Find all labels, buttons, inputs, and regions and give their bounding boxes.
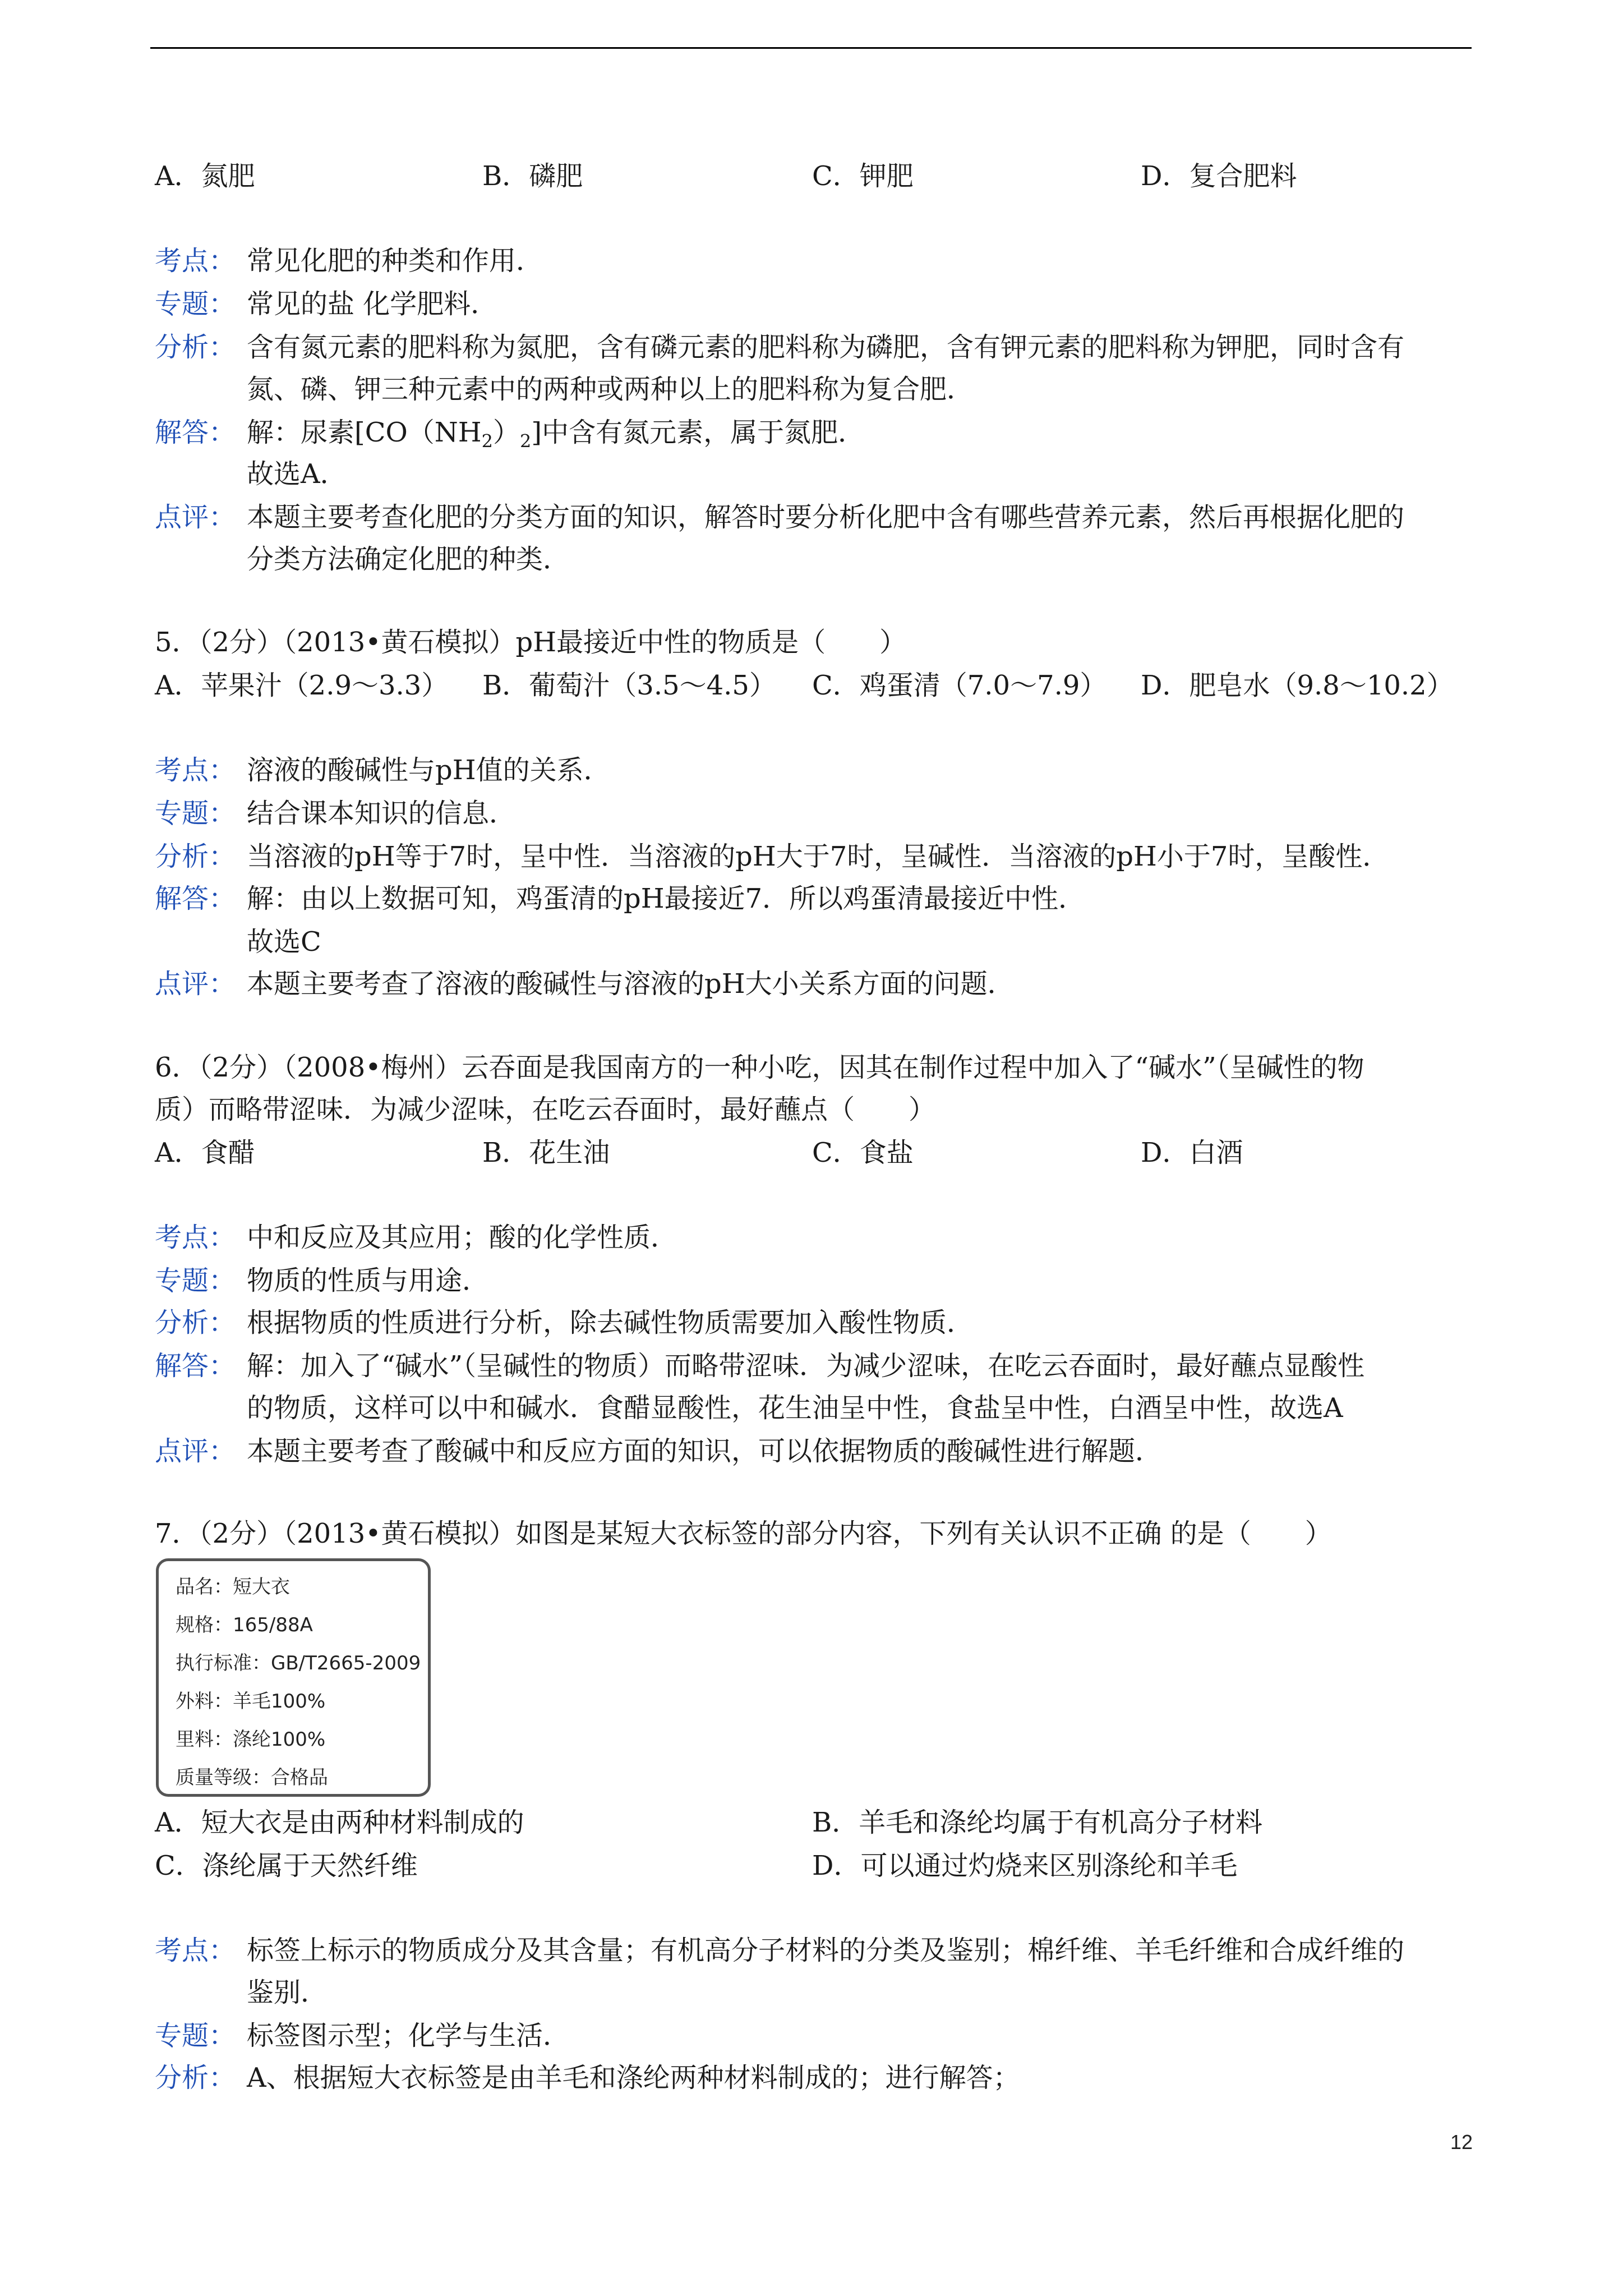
q4-fenxi-label: 分析： (155, 332, 236, 363)
q6-stem-line2: 质）而略带涩味．为减少涩味，在吃云吞面时，最好蘸点（ ） (155, 1094, 936, 1125)
q4-option-a: A．氮肥 (155, 160, 255, 192)
q4-option-b: B．磷肥 (482, 160, 583, 192)
q6-jieda-line1: 解：加入了“碱水”（呈碱性的物质）而略带涩味．为减少涩味，在吃云吞面时，最好蘸点显酸性 (247, 1350, 1365, 1382)
q7-zhuanti-label: 专题： (155, 2020, 236, 2051)
q6-option-d: D．白酒 (1141, 1137, 1243, 1168)
q6-jieda-label: 解答： (155, 1350, 236, 1382)
q5-zhuanti-text: 结合课本知识的信息． (247, 798, 517, 829)
q5-fenxi-text: 当溶液的pH等于7时，呈中性．当溶液的pH大于7时，呈碱性．当溶液的pH小于7时，呈酸性． (247, 841, 1390, 872)
q5-option-a: A．苹果汁（2.9～3.3） (155, 670, 449, 701)
q5-jieda-line1: 解：由以上数据可知，鸡蛋清的pH最接近7．所以鸡蛋清最接近中性． (247, 883, 1086, 914)
q7-kaodian-line2: 鉴别． (247, 1977, 328, 2008)
q6-stem-line1: 6．（2分）（2008•梅州）云吞面是我国南方的一种小吃，因其在制作过程中加入了“碱水”（呈碱性的物 (155, 1052, 1364, 1083)
q7-zhuanti-text: 标签图示型；化学与生活． (247, 2020, 570, 2051)
q4-kaodian-label: 考点： (155, 245, 236, 277)
q4-jieda-text-b: ） (493, 417, 520, 448)
q4-dianping-line2: 分类方法确定化肥的种类． (247, 544, 570, 575)
q6-option-c: C．食盐 (812, 1137, 914, 1168)
q6-option-a: A．食醋 (155, 1137, 255, 1168)
q7-fenxi-text: A、根据短大衣标签是由羊毛和涤纶两种材料制成的；进行解答； (247, 2062, 1020, 2093)
q4-zhuanti-text: 常见的盐 化学肥料． (247, 288, 498, 320)
q6-dianping-label: 点评： (155, 1435, 236, 1467)
q6-dianping-text: 本题主要考查了酸碱中和反应方面的知识，可以依据物质的酸碱性进行解题． (247, 1435, 1163, 1467)
q4-jieda-line2: 故选A． (247, 458, 347, 490)
q4-jieda-text-a: 解：尿素[CO（NH (247, 417, 482, 448)
header-rule (150, 47, 1472, 49)
q4-jieda-sub2: 2 (520, 430, 532, 452)
q5-dianping-label: 点评： (155, 968, 236, 1000)
q5-dianping-text: 本题主要考查了溶液的酸碱性与溶液的pH大小关系方面的问题． (247, 968, 1015, 1000)
q4-jieda-line1 (247, 416, 865, 452)
q6-fenxi-label: 分析： (155, 1307, 236, 1338)
q7-option-d: D．可以通过灼烧来区别涤纶和羊毛 (812, 1850, 1238, 1881)
q7-option-c: C．涤纶属于天然纤维 (155, 1850, 418, 1881)
q6-fenxi-text: 根据物质的性质进行分析，除去碱性物质需要加入酸性物质． (247, 1307, 974, 1338)
label-row-grade: 质量等级：合格品 (176, 1766, 328, 1789)
q6-kaodian-text: 中和反应及其应用；酸的化学性质． (247, 1222, 678, 1253)
q6-zhuanti-label: 专题： (155, 1265, 236, 1296)
q4-jieda-text-c: ]中含有氮元素，属于氮肥． (531, 417, 865, 448)
q4-kaodian-text: 常见化肥的种类和作用． (247, 245, 543, 277)
q7-option-b: B．羊毛和涤纶均属于有机高分子材料 (812, 1807, 1263, 1838)
q4-fenxi-line2: 氮、磷、钾三种元素中的两种或两种以上的肥料称为复合肥． (247, 374, 974, 405)
q4-jieda-label: 解答： (155, 417, 236, 448)
q7-stem: 7．（2分）（2013•黄石模拟）如图是某短大衣标签的部分内容，下列有关认识不正确 的是（ ） (155, 1518, 1332, 1549)
q5-jieda-line2: 故选C (247, 926, 321, 958)
q4-dianping-label: 点评： (155, 501, 236, 533)
q5-option-d: D．肥皂水（9.8～10.2） (1141, 670, 1454, 701)
garment-label-image (156, 1558, 431, 1797)
label-row-size: 规格：165/88A (176, 1614, 313, 1636)
q4-option-d: D．复合肥料 (1141, 160, 1297, 192)
q5-stem: 5．（2分）（2013•黄石模拟）pH最接近中性的物质是（ ） (155, 627, 907, 658)
q7-option-a: A．短大衣是由两种材料制成的 (155, 1807, 524, 1838)
q4-fenxi-line1: 含有氮元素的肥料称为氮肥，含有磷元素的肥料称为磷肥，含有钾元素的肥料称为钾肥，同时含有 (247, 332, 1405, 363)
q7-fenxi-label: 分析： (155, 2062, 236, 2093)
q5-zhuanti-label: 专题： (155, 798, 236, 829)
q5-kaodian-text: 溶液的酸碱性与pH值的关系． (247, 754, 611, 786)
q5-fenxi-label: 分析： (155, 841, 236, 872)
label-row-lining: 里料：涤纶100% (176, 1728, 326, 1751)
q5-kaodian-label: 考点： (155, 754, 236, 786)
label-row-outer: 外料：羊毛100% (176, 1690, 326, 1713)
q6-kaodian-label: 考点： (155, 1222, 236, 1253)
q4-dianping-line1: 本题主要考查化肥的分类方面的知识，解答时要分析化肥中含有哪些营养元素，然后再根据化肥的 (247, 501, 1405, 533)
label-row-standard: 执行标准：GB/T2665-2009 (176, 1652, 421, 1674)
q4-jieda-sub1: 2 (481, 430, 494, 452)
label-row-name: 品名：短大衣 (176, 1576, 290, 1598)
q4-option-c: C．钾肥 (812, 160, 914, 192)
q5-option-c: C．鸡蛋清（7.0～7.9） (812, 670, 1107, 701)
q7-kaodian-line1: 标签上标示的物质成分及其含量；有机高分子材料的分类及鉴别；棉纤维、羊毛纤维和合成纤维的 (247, 1935, 1405, 1966)
q6-zhuanti-text: 物质的性质与用途． (247, 1265, 490, 1296)
q4-zhuanti-label: 专题： (155, 288, 236, 320)
q5-option-b: B．葡萄汁（3.5～4.5） (482, 670, 776, 701)
page-number: 12 (1450, 2131, 1473, 2154)
q5-jieda-label: 解答： (155, 883, 236, 914)
q6-jieda-line2: 的物质，这样可以中和碱水．食醋显酸性，花生油呈中性，食盐呈中性，白酒呈中性，故选A (247, 1392, 1343, 1424)
q6-option-b: B．花生油 (482, 1137, 610, 1168)
q7-kaodian-label: 考点： (155, 1935, 236, 1966)
